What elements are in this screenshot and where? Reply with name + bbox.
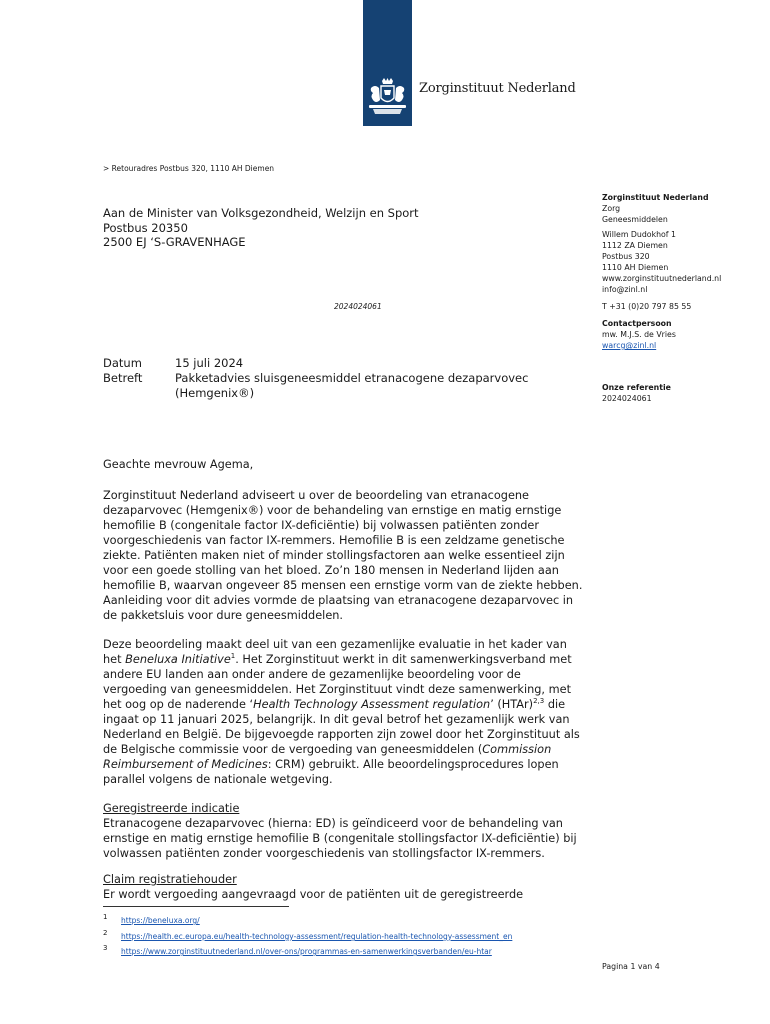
contact-email-link[interactable]: warcg@zinl.nl <box>602 341 657 350</box>
sidebar-dept: Zorg <box>602 204 621 213</box>
reference-value: 2024024061 <box>602 394 652 403</box>
letter-body <box>103 457 583 913</box>
footnote-number: 2 <box>103 929 108 937</box>
reference-label: Onze referentie <box>602 383 671 392</box>
footnote-divider <box>103 906 289 907</box>
subject-label: Betreft <box>103 371 143 385</box>
sidebar-address-line: Postbus 320 <box>602 252 650 261</box>
footnote-number: 1 <box>103 913 108 921</box>
contact-name: mw. M.J.S. de Vries <box>602 330 676 339</box>
footnote <box>103 929 513 941</box>
addressee-line: Aan de Minister van Volksgezondheid, Welzijn en Sport <box>103 206 419 220</box>
section-heading: Claim registratiehouder <box>103 873 237 886</box>
footnote-ref: 1 <box>230 652 236 661</box>
sidebar-address-block <box>602 229 721 295</box>
sidebar-email[interactable]: info@zinl.nl <box>602 285 648 294</box>
paragraph: Deze beoordeling maakt deel uit van een gezamenlijke evaluatie in het kader van het Beneluxa Initiative$^1$. Het Zorginstituut werkt in dit samenwerkingsverband met andere EU landen aan onder andere de gezamenlijke beoordeling voor de vergoeding van geneesmiddelen. Het Zorginstituut vindt deze samenwerking, met het oog op de naderende ‘Health Technology Assessment regulation’ (HTAr)$^{2,3}$ die ingaat op 11 januari 2025, belangrijk. In dit geval betrof het gezamenlijk werk van Nederland en België. De bijgevoegde rapporten zijn zowel door het Zorginstituut als de Belgische commissie voor de vergoeding van geneesmiddelen (Commission Reimbursement of Medicines: CRM) gebruikt. Alle beoordelingsprocedures lopen parallel volgens de nationale wetgeving. <box>103 638 580 786</box>
subject-line: Pakketadvies sluisgeneesmiddel etranacogene dezaparvovec <box>175 371 529 385</box>
sidebar-contact-block <box>602 318 676 351</box>
date-label: Datum <box>103 356 142 370</box>
contact-label: Contactpersoon <box>602 319 672 328</box>
subject-line: (Hemgenix®) <box>175 386 255 400</box>
document-number: 2024024061 <box>334 302 382 311</box>
sidebar-address-line: 1110 AH Diemen <box>602 263 669 272</box>
date-value: 15 juli 2024 <box>175 356 244 370</box>
sidebar-address-line: 1112 ZA Diemen <box>602 241 668 250</box>
footnote <box>103 913 200 925</box>
footnote-ref: 2,3 <box>533 697 545 706</box>
sidebar-reference-block <box>602 382 671 404</box>
addressee-block <box>103 206 419 250</box>
logo-bar <box>363 0 412 126</box>
addressee-line: 2500 EJ ‘S-GRAVENHAGE <box>103 235 246 249</box>
footnote-link[interactable]: https://beneluxa.org/ <box>121 916 200 925</box>
sidebar-org: Zorginstituut Nederland <box>602 193 709 202</box>
org-name: Zorginstituut Nederland <box>419 81 576 96</box>
footnote-number: 3 <box>103 944 108 952</box>
sidebar-phone: T +31 (0)20 797 85 55 <box>602 302 692 311</box>
letter-meta <box>103 356 535 401</box>
sidebar-dept: Geneesmiddelen <box>602 215 668 224</box>
addressee-line: Postbus 20350 <box>103 220 188 235</box>
page-number: Pagina 1 van 4 <box>602 962 660 971</box>
sidebar-website[interactable]: www.zorginstituutnederland.nl <box>602 274 722 283</box>
dutch-royal-crest-icon <box>367 78 408 116</box>
return-address: > Retouradres Postbus 320, 1110 AH Diemen <box>103 164 275 173</box>
section-heading: Geregistreerde indicatie <box>103 802 240 815</box>
paragraph: Etranacogene dezaparvovec (hierna: ED) is geïndiceerd voor de behandeling van ernstige en matig ernstige hemofilie B (congenitale stollingsfactor IX-deficiëntie) bij volwassen patiënten zonder voorgeschiedenis van stollingsfactor IX-remmers. <box>103 817 577 860</box>
sidebar-address-line: Willem Dudokhof 1 <box>602 230 676 239</box>
footnote <box>103 944 492 956</box>
paragraph: Er wordt vergoeding aangevraagd voor de patiënten uit de geregistreerde <box>103 888 524 901</box>
footnote-link[interactable]: https://health.ec.europa.eu/health-technology-assessment/regulation-health-technology-assessment_en <box>121 932 513 941</box>
sidebar-org-block <box>602 192 709 225</box>
paragraph: Zorginstituut Nederland adviseert u over de beoordeling van etranacogene dezaparvovec (Hemgenix®) voor de behandeling van ernstige en matig ernstige hemofilie B (congenitale factor IX-deficiëntie) bij volwassen patiënten zonder voorgeschiedenis van factor IX-remmers. Hemofilie B is een zeldzame genetische ziekte. Patiënten maken niet of minder stollingsfactoren aan welke essentieel zijn voor een goede stolling van het bloed. Zo’n 180 mensen in Nederland lijden aan hemofilie B, waarvan ongeveer 85 mensen een ernstige vorm van de ziekte hebben. Aanleiding voor dit advies vormde de plaatsing van etranacogene dezaparvovec in de pakketsluis voor dure geneesmiddelen. <box>103 489 583 622</box>
footnote-link[interactable]: https://www.zorginstituutnederland.nl/over-ons/programmas-en-samenwerkingsverbanden/eu-htar <box>121 947 492 956</box>
salutation: Geachte mevrouw Agema, <box>103 458 254 471</box>
